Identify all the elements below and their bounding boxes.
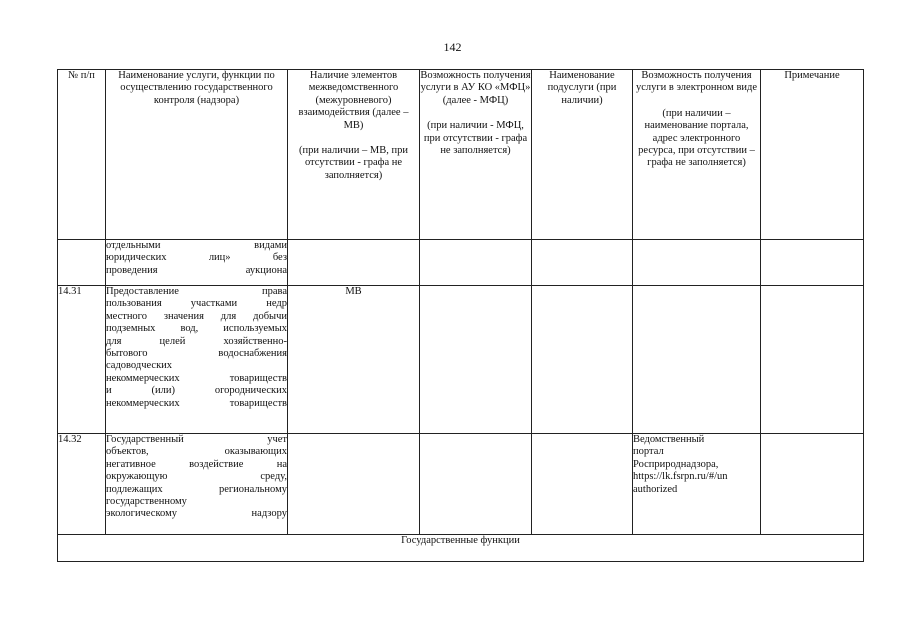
service-line: некоммерческих товариществ xyxy=(106,372,287,384)
row-mv xyxy=(288,240,420,286)
service-line: местного значения для добычи xyxy=(106,310,287,322)
service-line: подземных вод, используемых xyxy=(106,323,287,335)
row-subservice xyxy=(532,434,633,535)
table-row xyxy=(58,434,864,535)
table-body xyxy=(58,240,864,535)
row-service xyxy=(106,240,288,286)
header-mv-note: (при наличии – МВ, при отсутствии - графа не заполняется) xyxy=(299,145,408,181)
header-remark: Примечание xyxy=(761,70,864,240)
service-line: экологическому надзору xyxy=(106,508,287,520)
row-subservice xyxy=(532,286,633,434)
row-subservice xyxy=(532,240,633,286)
row-remark xyxy=(761,240,864,286)
electronic-line: Ведомственный xyxy=(633,434,705,445)
service-line: для целей хозяйственно- xyxy=(106,335,287,347)
header-mfc-note: (при наличии - МФЦ, при отсутствии - графа не заполняется) xyxy=(423,120,528,157)
service-line: негативное воздействие на xyxy=(106,458,287,470)
service-line: Предоставление права xyxy=(106,286,287,297)
header-electronic-title: Возможность получения услуги в электронном виде xyxy=(635,70,758,94)
row-mfc xyxy=(420,434,532,535)
service-line: объектов, оказывающих xyxy=(106,446,287,458)
row-number: 14.32 xyxy=(58,434,106,535)
service-line: проведения аукциона xyxy=(106,264,287,276)
service-line: государственному xyxy=(106,496,187,508)
header-mv-title: Наличие элементов межведомственного (межуровневого) взаимодействия (далее – МВ) xyxy=(298,70,409,131)
header-service: Наименование услуги, функции по осуществлению государственного контроля (надзора) xyxy=(106,70,288,240)
service-line: подлежащих региональному xyxy=(106,483,287,495)
service-line: Государственный учет xyxy=(106,434,287,445)
row-number xyxy=(58,240,106,286)
row-mv: МВ xyxy=(288,286,420,434)
row-electronic xyxy=(633,240,761,286)
page-number: 142 xyxy=(443,40,462,54)
electronic-line: Росприроднадзора, xyxy=(633,458,719,470)
table-row xyxy=(58,286,864,434)
table-row xyxy=(58,240,864,286)
row-remark xyxy=(761,434,864,535)
electronic-line: портал xyxy=(633,446,664,458)
service-line: пользования участками недр xyxy=(106,298,287,310)
service-line: окружающую среду, xyxy=(106,471,287,483)
section-title: Государственные функции xyxy=(58,535,864,562)
row-mfc xyxy=(420,240,532,286)
table-header-row xyxy=(58,70,864,240)
row-mv xyxy=(288,434,420,535)
service-line: некоммерческих товариществ xyxy=(106,397,287,409)
header-electronic xyxy=(633,70,761,240)
service-line: отдельными видами xyxy=(106,240,287,251)
row-electronic xyxy=(633,434,761,535)
row-remark xyxy=(761,286,864,434)
electronic-line: authorized xyxy=(633,483,678,495)
electronic-line: https://lk.fsrpn.ru/#/un xyxy=(633,471,728,483)
row-electronic xyxy=(633,286,761,434)
header-subservice: Наименование подуслуги (при наличии) xyxy=(532,70,633,240)
services-table xyxy=(57,69,864,562)
service-line: садоводческих xyxy=(106,360,173,372)
header-electronic-note: (при наличии – наименование портала, адрес электронного ресурса, при отсутствии – графа не заполняется) xyxy=(638,107,755,169)
header-num: № п/п xyxy=(58,70,106,240)
row-mfc xyxy=(420,286,532,434)
row-number: 14.31 xyxy=(58,286,106,434)
row-service xyxy=(106,434,288,535)
service-line: юридических лиц» без xyxy=(106,252,287,264)
service-line: бытового водоснабжения xyxy=(106,348,287,360)
header-mv xyxy=(288,70,420,240)
header-mfc-title: Возможность получения услуги в АУ КО «МФЦ» (далее - МФЦ) xyxy=(420,70,531,106)
section-row xyxy=(58,535,864,562)
row-service xyxy=(106,286,288,434)
service-line: и (или) огороднических xyxy=(106,385,287,397)
header-mfc xyxy=(420,70,532,240)
